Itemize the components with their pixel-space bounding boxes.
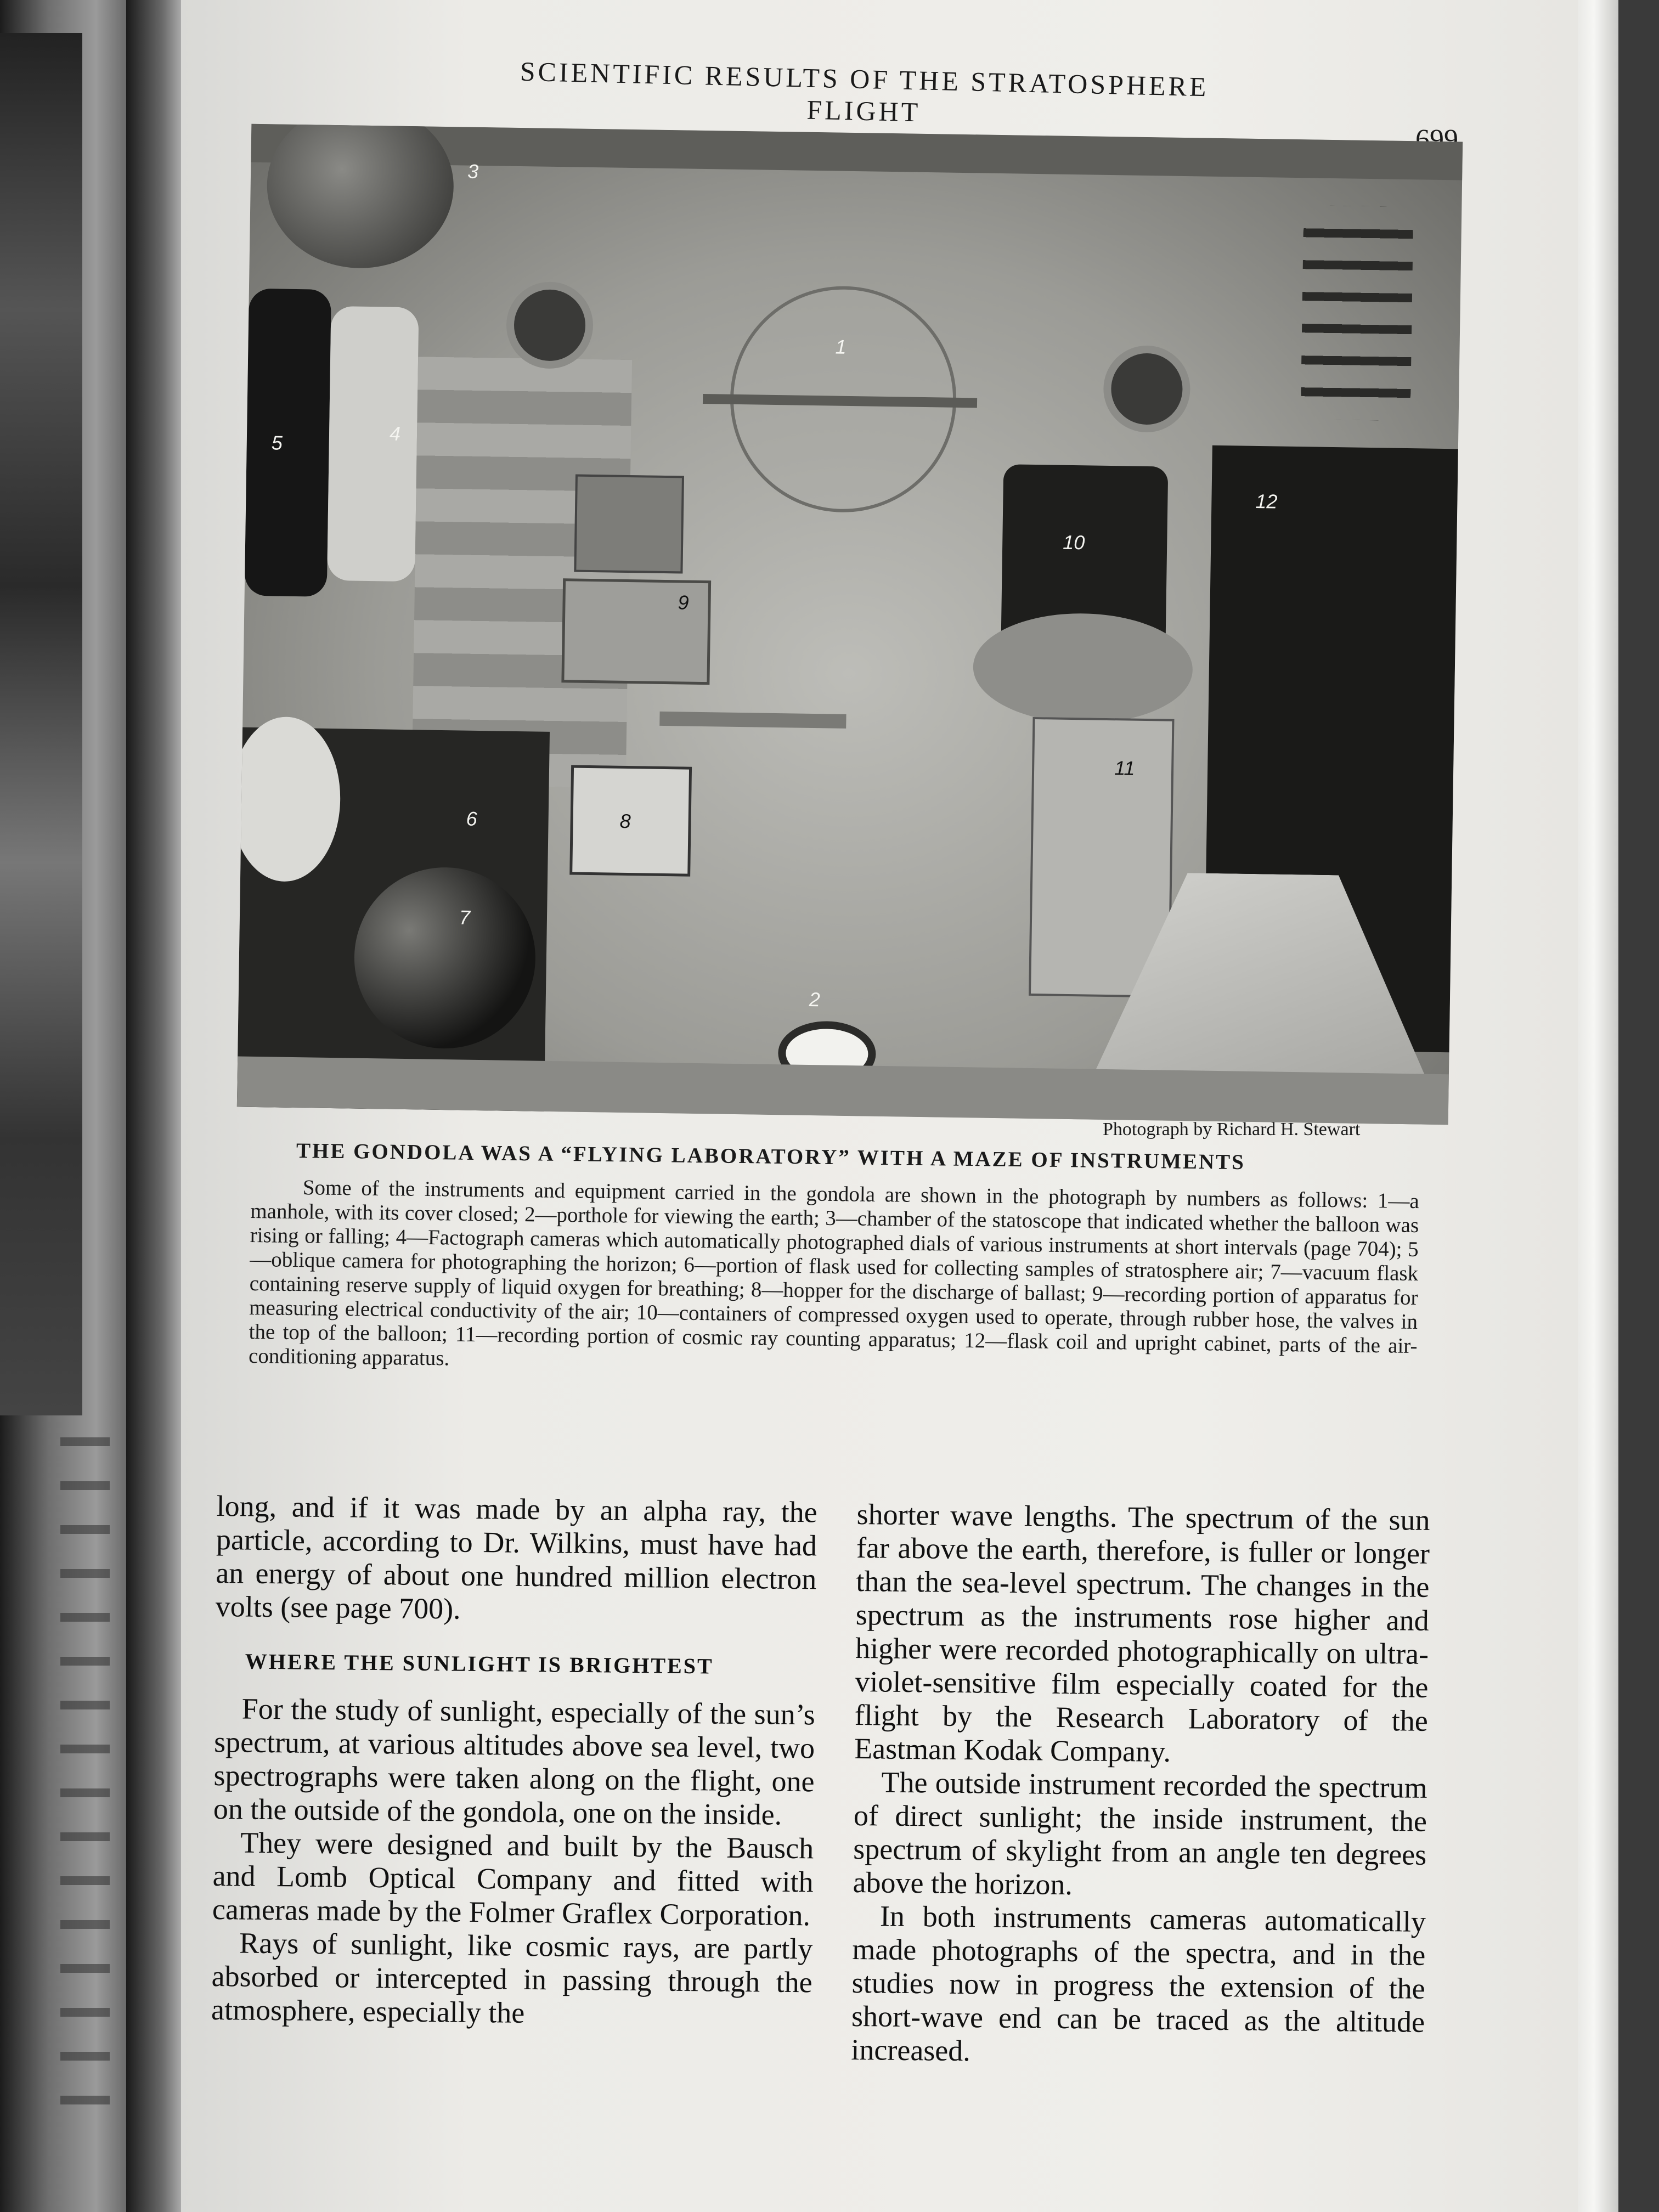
gondola-photograph [237, 124, 1463, 1125]
facing-text-line [60, 1657, 110, 1666]
camera-housing [327, 306, 419, 582]
facing-text-line [60, 1437, 110, 1446]
facing-text-line [60, 1745, 110, 1753]
paragraph: They were designed and built by the Bausch and Lomb Optical Company and fitted with cameras made by the Folmer Graflex Corporation. [212, 1826, 814, 1932]
photo-label-6: 6 [466, 807, 478, 830]
left-text-column [211, 1489, 817, 2033]
page-edge [1578, 0, 1618, 2212]
page-number: 699 [1415, 124, 1458, 155]
photo-label-5: 5 [271, 431, 283, 454]
facing-text-line [60, 2096, 110, 2104]
facing-text-line [60, 1788, 110, 1797]
facing-text-line [60, 1481, 110, 1490]
porthole-upper [506, 281, 594, 369]
paragraph: In both instruments cameras automatically made photographs of the spectra, and in the studies now in progress the extension of the short-wave end can be traced as the altitude increased. [851, 1899, 1426, 2068]
section-heading: WHERE THE SUNLIGHT IS BRIGHTEST [245, 1649, 714, 1679]
caption-title: THE GONDOLA WAS A “FLYING LABORATORY” WITH A MAZE OF INSTRUMENTS [296, 1139, 1246, 1175]
oblique-camera [245, 289, 331, 597]
photo-label-4: 4 [389, 422, 401, 445]
photo-label-12: 12 [1255, 489, 1278, 513]
facing-text-line [60, 1701, 110, 1709]
paragraph: Rays of sunlight, like cosmic rays, are partly absorbed or intercepted in passing through the atmosphere, especially the [211, 1926, 813, 2029]
photo-label-7: 7 [459, 906, 471, 929]
photo-label-1: 1 [835, 335, 847, 358]
facing-page [0, 0, 137, 2212]
photo-label-10: 10 [1062, 531, 1085, 554]
facing-text-line [60, 1832, 110, 1841]
facing-text-line [60, 1920, 110, 1929]
photo-credit: Photograph by Richard H. Stewart [1103, 1119, 1361, 1139]
facing-text-line [60, 1876, 110, 1885]
photo-label-11: 11 [1114, 757, 1135, 780]
facing-text-line [60, 2052, 110, 2061]
paragraph: The outside instrument recorded the spectrum of direct sunlight; the inside instrument, the spectrum of skylight from an angle ten degrees above the horizon. [853, 1765, 1427, 1901]
facing-page-image [0, 33, 82, 1415]
photo-label-9: 9 [678, 591, 689, 614]
flask-coil [1301, 205, 1414, 421]
instrument-box [574, 475, 684, 574]
facing-text-line [60, 1569, 110, 1578]
porthole-right [1103, 345, 1190, 433]
sphere-tank [266, 124, 455, 269]
caption-body: Some of the instruments and equipment carried in the gondola are shown in the photograph by numbers as follows: 1—a manhole, with its cover closed; 2—porthole for viewing the earth; 3—chamber of the statoscope that indicated whether the balloon was rising or falling; 4—Factograph cameras which automatically photographed dials of various instruments at short intervals (page 704); 5—oblique camera for photographing the horizon; 6—portion of flask used for collecting samples of stratosphere air; 7—vacuum flask containing reserve supply of liquid oxygen for breathing; 8—hopper for the discharge of ballast; 9—recording portion of apparatus for measuring electrical conductivity of the air; 10—containers of compressed oxygen used to operate, through rubber hose, the valves in the top of the balloon; 11—recording portion of cosmic ray counting apparatus; 12—flask coil and upright cabinet, parts of the air-conditioning apparatus. [248, 1176, 1419, 1370]
paragraph: For the study of sunlight, especially of the sun’s spectrum, at various altitudes above sea level, two spectrographs were taken along on the flight, one on the outside of the gondola, one on the inside. [213, 1692, 816, 1831]
facing-text-line [60, 2008, 110, 2017]
photo-label-8: 8 [619, 809, 631, 833]
facing-text-line [60, 1613, 110, 1622]
running-head: SCIENTIFIC RESULTS OF THE STRATOSPHERE FLIGHT [520, 55, 1210, 128]
facing-text-line [60, 1525, 110, 1534]
paragraph: shorter wave lengths. The spectrum of the sun far above the earth, therefore, is fuller or longer than the sea-level spectrum. The changes in the spectrum as the instruments rose higher and higher were recorded photographically on ultra-violet-sensitive film especially coated for the flight by the Research Laboratory of the Eastman Kodak Company. [854, 1498, 1430, 1769]
photo-label-2: 2 [809, 988, 821, 1011]
shelf [659, 712, 846, 729]
right-text-column [851, 1498, 1430, 2073]
facing-text-line [60, 1964, 110, 1973]
paragraph: long, and if it was made by an alpha ray, the particle, according to Dr. Wilkins, must have had an energy of about one hundred million electron volts (see page 700). [215, 1489, 817, 1626]
photo-label-3: 3 [467, 160, 479, 183]
